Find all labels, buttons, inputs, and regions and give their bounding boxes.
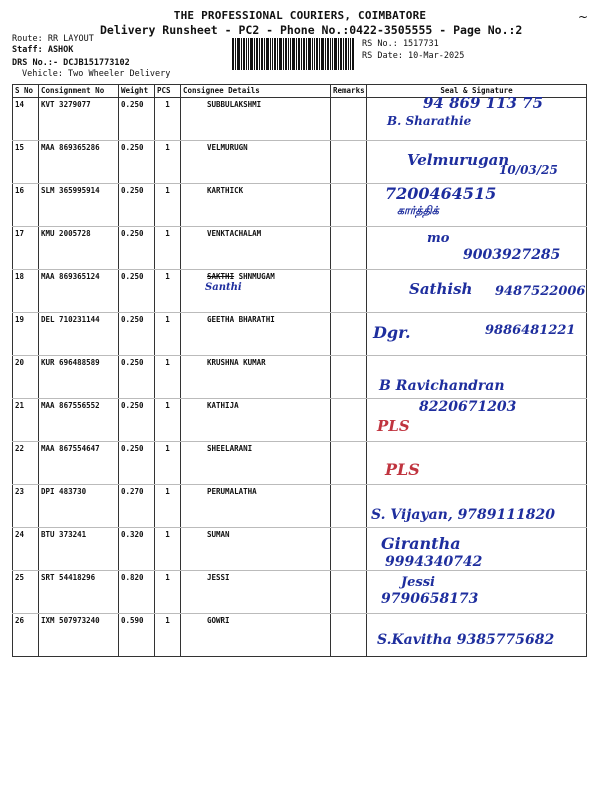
row-consignment: KVT 3279077 — [39, 98, 119, 141]
row-remarks — [331, 270, 367, 313]
row-signature — [367, 313, 587, 356]
table-row — [13, 571, 587, 614]
row-sno: 24 — [13, 528, 39, 571]
route-label: Route: RR LAYOUT — [12, 34, 94, 44]
row-consignee: GEETHA BHARATHI — [181, 313, 331, 356]
row-signature — [367, 571, 587, 614]
handwritten-name: B. Sharathie — [387, 114, 472, 128]
row-consignee: GOWRI — [181, 614, 331, 657]
row-consignment: DPI 483730 — [39, 485, 119, 528]
handwritten-name: B Ravichandran — [379, 378, 505, 394]
row-consignment: SLM 365995914 — [39, 184, 119, 227]
col-weight: Weight — [119, 85, 155, 98]
row-consignee: KARTHICK — [181, 184, 331, 227]
row-consignee: KATHIJA — [181, 399, 331, 442]
table-row — [13, 356, 587, 399]
row-consignment: IXM 507973240 — [39, 614, 119, 657]
row-pcs: 1 — [155, 313, 181, 356]
row-pcs: 1 — [155, 485, 181, 528]
row-consignment: DEL 710231144 — [39, 313, 119, 356]
pls-mark: PLS — [377, 417, 410, 435]
row-remarks — [331, 399, 367, 442]
row-weight: 0.250 — [119, 184, 155, 227]
handwritten-signature: Velmurugan — [407, 151, 510, 169]
handwritten-signature: Dgr. — [373, 323, 411, 342]
col-sno: S No — [13, 85, 39, 98]
table-row — [13, 184, 587, 227]
row-weight: 0.270 — [119, 485, 155, 528]
row-consignment: SRT 54418296 — [39, 571, 119, 614]
col-consignee: Consignee Details — [181, 85, 331, 98]
row-sno: 23 — [13, 485, 39, 528]
handwritten-phone: 9487522006 — [495, 284, 586, 299]
table-row — [13, 98, 587, 141]
rs-date: RS Date: 10-Mar-2025 — [362, 51, 465, 61]
row-consignee — [181, 270, 331, 313]
handwritten-phone: 7200464515 — [385, 184, 497, 203]
row-remarks — [331, 614, 367, 657]
row-weight: 0.250 — [119, 313, 155, 356]
table-row — [13, 270, 587, 313]
row-remarks — [331, 313, 367, 356]
row-signature — [367, 442, 587, 485]
row-sno: 20 — [13, 356, 39, 399]
vehicle-label: Vehicle: Two Wheeler Delivery — [22, 69, 171, 79]
row-signature — [367, 528, 587, 571]
row-sno: 26 — [13, 614, 39, 657]
handwritten-date: 10/03/25 — [499, 163, 558, 177]
row-remarks — [331, 184, 367, 227]
row-consignee: VELMURUGN — [181, 141, 331, 184]
row-weight: 0.250 — [119, 356, 155, 399]
row-consignee: JESSI — [181, 571, 331, 614]
handwritten-phone: 9994340742 — [385, 554, 483, 570]
row-remarks — [331, 528, 367, 571]
drs-number: DRS No.:- DCJB151773102 — [12, 58, 130, 68]
consignee-name: SHNMUGAM — [238, 272, 275, 281]
table-row — [13, 442, 587, 485]
row-weight: 0.250 — [119, 98, 155, 141]
table-row — [13, 614, 587, 657]
barcode-image — [232, 38, 354, 70]
row-pcs: 1 — [155, 399, 181, 442]
table-row — [13, 313, 587, 356]
row-weight: 0.320 — [119, 528, 155, 571]
row-remarks — [331, 485, 367, 528]
handwritten-name: Jessi — [401, 575, 435, 590]
row-pcs: 1 — [155, 571, 181, 614]
table-row — [13, 227, 587, 270]
row-consignment: KUR 696488589 — [39, 356, 119, 399]
runsheet-table — [12, 84, 587, 657]
row-sno: 15 — [13, 141, 39, 184]
row-signature — [367, 184, 587, 227]
row-signature — [367, 485, 587, 528]
row-sno: 17 — [13, 227, 39, 270]
row-remarks — [331, 571, 367, 614]
runsheet-subtitle: Delivery Runsheet - PC2 - Phone No.:0422-3505555 - Page No.:2 — [100, 23, 523, 37]
company-title: THE PROFESSIONAL COURIERS, COIMBATORE — [173, 9, 427, 22]
table-row — [13, 485, 587, 528]
row-signature — [367, 94, 587, 141]
row-sno: 22 — [13, 442, 39, 485]
row-remarks — [331, 98, 367, 141]
row-consignee: SUMAN — [181, 528, 331, 571]
handwritten-phone: 9790658173 — [381, 591, 479, 607]
row-weight: 0.250 — [119, 227, 155, 270]
handwritten-signature: mo — [427, 231, 450, 246]
handwritten-name: S. Vijayan, 9789111820 — [371, 507, 555, 523]
handwritten-signature: Sathish — [409, 280, 473, 298]
handwritten-correction: Santhi — [205, 282, 242, 293]
page-corner-mark: ~ — [578, 10, 589, 24]
row-remarks — [331, 141, 367, 184]
row-sno: 19 — [13, 313, 39, 356]
col-pcs: PCS — [155, 85, 181, 98]
row-consignee: SHEELARANI — [181, 442, 331, 485]
row-signature — [367, 614, 587, 657]
handwritten-phone: 9003927285 — [463, 247, 561, 263]
pls-mark: PLS — [385, 460, 420, 479]
staff-label: Staff: ASHOK — [12, 45, 74, 55]
table-row — [13, 399, 587, 442]
col-consignment: Consignment No — [39, 85, 119, 98]
row-signature — [367, 270, 587, 313]
row-weight: 0.250 — [119, 141, 155, 184]
row-consignment: MAA 869365124 — [39, 270, 119, 313]
row-consignment: MAA 867556552 — [39, 399, 119, 442]
row-consignee: KRUSHNA KUMAR — [181, 356, 331, 399]
row-consignment: MAA 867554647 — [39, 442, 119, 485]
rs-number: RS No.: 1517731 — [362, 39, 439, 49]
row-sno: 18 — [13, 270, 39, 313]
row-sno: 25 — [13, 571, 39, 614]
col-signature: Seal & Signature — [367, 85, 587, 98]
row-pcs: 1 — [155, 141, 181, 184]
row-remarks — [331, 442, 367, 485]
handwritten-name: Girantha — [381, 534, 461, 553]
row-pcs: 1 — [155, 184, 181, 227]
consignee-struck-name: SAKTHI — [207, 272, 235, 281]
row-consignee: SUBBULAKSHMI — [181, 98, 331, 141]
handwritten-phone: 9886481221 — [485, 323, 576, 338]
table-row — [13, 528, 587, 571]
row-pcs: 1 — [155, 227, 181, 270]
row-pcs: 1 — [155, 442, 181, 485]
row-consignment: MAA 869365286 — [39, 141, 119, 184]
row-weight: 0.590 — [119, 614, 155, 657]
row-pcs: 1 — [155, 528, 181, 571]
row-pcs: 1 — [155, 356, 181, 399]
row-weight: 0.250 — [119, 442, 155, 485]
row-sno: 16 — [13, 184, 39, 227]
row-consignee: VENKTACHALAM — [181, 227, 331, 270]
row-sno: 21 — [13, 399, 39, 442]
handwritten-tamil-name: கார்த்திக் — [397, 204, 439, 217]
table-row — [13, 141, 587, 184]
row-signature — [367, 399, 587, 442]
handwritten-name: S.Kavitha 9385775682 — [377, 632, 555, 648]
row-weight: 0.250 — [119, 399, 155, 442]
row-signature — [367, 356, 587, 399]
row-weight: 0.250 — [119, 270, 155, 313]
row-consignee: PERUMALATHA — [181, 485, 331, 528]
row-pcs: 1 — [155, 614, 181, 657]
rs-info-block — [362, 38, 464, 62]
row-sno: 14 — [13, 98, 39, 141]
row-consignment: BTU 373241 — [39, 528, 119, 571]
row-signature — [367, 141, 587, 184]
row-pcs: 1 — [155, 270, 181, 313]
handwritten-phone: 94 869 113 75 — [423, 94, 544, 112]
row-remarks — [331, 227, 367, 270]
col-remarks: Remarks — [331, 85, 367, 98]
row-consignment: KMU 2005728 — [39, 227, 119, 270]
row-remarks — [331, 356, 367, 399]
row-pcs: 1 — [155, 98, 181, 141]
row-weight: 0.820 — [119, 571, 155, 614]
handwritten-phone: 8220671203 — [419, 399, 517, 415]
row-signature — [367, 227, 587, 270]
